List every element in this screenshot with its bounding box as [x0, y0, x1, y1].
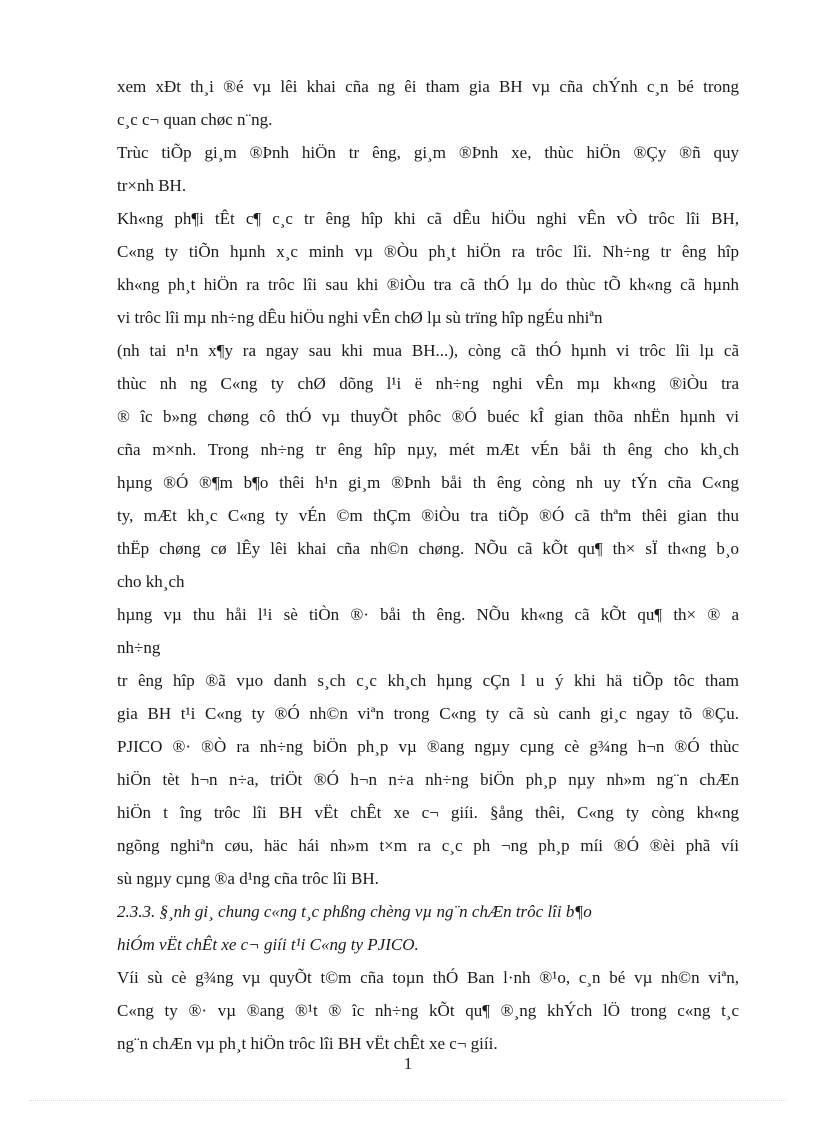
text-line: ngõng nghiªn cøu, häc hái nh»m t×m ra c¸c ph ¬ng ph¸p míi ®Ó ®èi phã víi: [117, 836, 739, 855]
page-bottom-divider: [30, 1100, 786, 1101]
section-heading-line: hiÓm vËt chÊt xe c¬ giíi t¹i C«ng ty PJICO.: [117, 935, 419, 954]
text-line: sù ngµy cµng ®a d¹ng cña trôc lîi BH.: [117, 869, 379, 888]
text-line: tr êng hîp ®ã vµo danh s¸ch c¸c kh¸ch hµng cÇn l u ý khi hä tiÕp tôc tham: [117, 671, 739, 690]
text-line: nh÷ng: [117, 638, 161, 657]
text-line: ty, mÆt kh¸c C«ng ty vÉn ©m thÇm ®iÒu tra tiÕp ®Ó cã thªm thêi gian thu: [117, 506, 739, 525]
text-line: kh«ng ph¸t hiÖn ra trôc lîi sau khi ®iÒu tra cã thÓ lµ do thùc tÕ kh«ng cã hµnh: [117, 275, 739, 294]
text-line: Víi sù cè g¾ng vµ quyÕt t©m cña toµn thÓ Ban l·nh ®¹o, c¸n bé vµ nh©n viªn,: [117, 968, 739, 987]
text-line: ng¨n chÆn vµ ph¸t hiÖn trôc lîi BH vËt chÊt xe c¬ giíi.: [117, 1034, 498, 1053]
text-line: (nh tai n¹n x¶y ra ngay sau khi mua BH...), còng cã thÓ hµnh vi trôc lîi lµ cã: [117, 341, 739, 360]
text-line: thËp chøng cø lÊy lêi khai cña nh©n chøng. NÕu cã kÕt qu¶ th× sÏ th«ng b¸o: [117, 539, 739, 558]
text-line: hµng ®Ó ®¶m b¶o thêi h¹n gi¸m ®Þnh båi th êng còng nh uy tÝn cña C«ng: [117, 473, 739, 492]
text-line: hµng vµ thu håi l¹i sè tiÒn ®· båi th êng. NÕu kh«ng cã kÕt qu¶ th× ® a: [117, 605, 739, 624]
text-line: PJICO ®· ®Ò ra nh÷ng biÖn ph¸p vµ ®ang ngµy cµng cè g¾ng h¬n ®Ó thùc: [117, 737, 739, 756]
text-line: cña m×nh. Trong nh÷ng tr êng hîp nµy, mét mÆt vÉn båi th êng cho kh¸ch: [117, 440, 739, 459]
text-line: hiÖn tèt h¬n n÷a, triÖt ®Ó h¬n n÷a nh÷ng biÖn ph¸p nµy nh»m ng¨n chÆn: [117, 770, 739, 789]
text-line: vi trôc lîi mµ nh÷ng dÊu hiÖu nghi vÊn chØ lµ sù trïng hîp ngÉu nhiªn: [117, 308, 603, 327]
text-line: Kh«ng ph¶i tÊt c¶ c¸c tr êng hîp khi cã dÊu hiÖu nghi vÊn vÒ trôc lîi BH,: [117, 209, 739, 228]
text-line: c¸c c¬ quan chøc n¨ng.: [117, 110, 273, 129]
text-line: gia BH t¹i C«ng ty ®Ó nh©n viªn trong C«ng ty cã sù canh gi¸c ngay tõ ®Çu.: [117, 704, 739, 723]
text-line: Trùc tiÕp gi¸m ®Þnh hiÖn tr êng, gi¸m ®Þnh xe, thùc hiÖn ®Çy ®ñ quy: [117, 143, 739, 162]
text-line: ® îc b»ng chøng cô thÓ vµ thuyÕt phôc ®Ó buéc kÎ gian thõa nhËn hµnh vi: [117, 407, 739, 426]
text-line: C«ng ty tiÕn hµnh x¸c minh vµ ®Òu ph¸t hiÖn ra trôc lîi. Nh÷ng tr êng hîp: [117, 242, 739, 261]
text-line: xem xÐt th¸i ®é vµ lêi khai cña ng êi tham gia BH vµ cña chÝnh c¸n bé trong: [117, 77, 739, 96]
document-body: [117, 70, 739, 1060]
text-line: tr×nh BH.: [117, 176, 187, 195]
section-heading-line: 2.3.3. §¸nh gi¸ chung c«ng t¸c phßng chèng vµ ng¨n chÆn trôc lîi b¶o: [117, 902, 592, 921]
text-line: C«ng ty ®· vµ ®ang ®¹t ® îc nh÷ng kÕt qu¶ ®¸ng khÝch lÖ trong c«ng t¸c: [117, 1001, 739, 1020]
text-line: cho kh¸ch: [117, 572, 185, 591]
text-line: hiÖn t îng trôc lîi BH vËt chÊt xe c¬ giíi. §ång thêi, C«ng ty còng kh«ng: [117, 803, 739, 822]
page-number: 1: [403, 1054, 413, 1073]
text-line: thùc nh ng C«ng ty chØ dõng l¹i ë nh÷ng nghi vÊn mµ kh«ng ®iÒu tra: [117, 374, 739, 393]
